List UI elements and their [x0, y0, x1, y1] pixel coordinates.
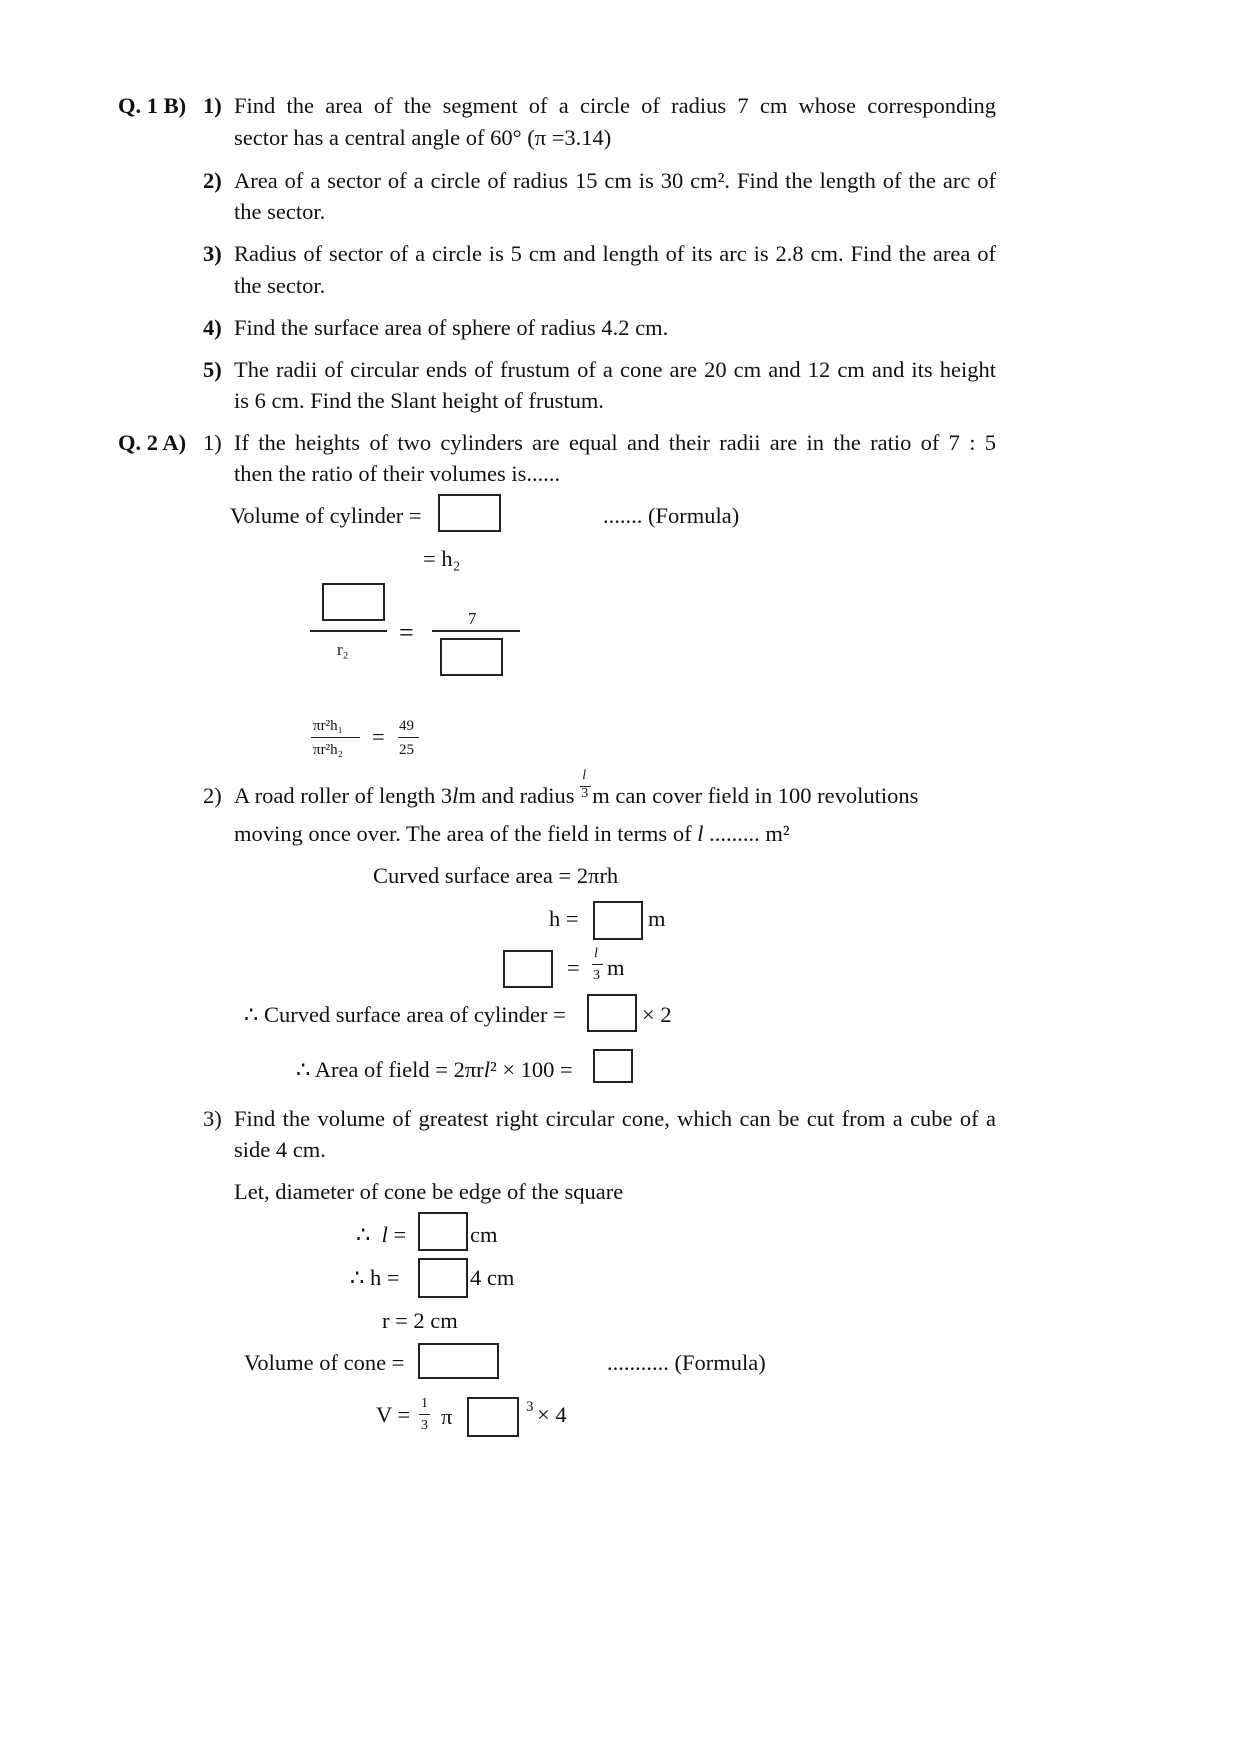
cone-volume-label: Volume of cone = [244, 1350, 405, 1375]
q1b-item1-text-line2: sector has a central angle of 60° (π =3.14) [234, 125, 612, 150]
q2a-p2-text-line2: moving once over. The area of the field in terms of l ......... m² [234, 821, 790, 846]
four-cm: 4 cm [470, 1265, 515, 1290]
csa-cylinder-label: ∴ Curved surface area of cylinder = [244, 1002, 566, 1027]
csa-cylinder-answer-box[interactable] [587, 994, 637, 1032]
fraction-bar [432, 630, 520, 632]
radius-value: r = 2 cm [382, 1308, 458, 1333]
q2a-label: Q. 2 A) [118, 430, 187, 455]
q1b-item3-number: 3) [203, 241, 222, 266]
ratio-value-denominator: 25 [399, 742, 414, 758]
fraction-bar [310, 630, 387, 632]
h-label: h = [549, 906, 579, 931]
q2a-p1-text: If the heights of two cylinders are equal and their radii are in the ratio of 7 : 5 [234, 430, 996, 455]
cylinder-volume-label: Volume of cylinder = [230, 503, 422, 528]
cone-volume-formula-box[interactable] [418, 1343, 499, 1379]
cone-assumption: Let, diameter of cone be edge of the square [234, 1179, 624, 1204]
unit-m: m [648, 906, 666, 931]
fraction-bar [311, 737, 360, 738]
q1b-item1-number: 1) [203, 93, 222, 118]
fraction-bar [592, 964, 603, 965]
q1b-item2-text: Area of a sector of a circle of radius 15 cm is 30 cm². Find the length of the arc of [234, 168, 996, 193]
area-of-field-label: ∴ Area of field = 2πrl² × 100 = [296, 1057, 573, 1082]
fraction-denominator-3: 3 [593, 968, 600, 983]
q2a-p3-text-line2: side 4 cm. [234, 1137, 326, 1162]
unit-cm: cm [470, 1222, 498, 1247]
q1b-item4-text: Find the surface area of sphere of radius 4.2 cm. [234, 315, 669, 340]
radius-fraction: $\frac{l}{3}$ [580, 793, 592, 803]
cone-height-answer-box[interactable] [418, 1258, 468, 1298]
cylinder-volume-answer-box[interactable] [438, 494, 501, 532]
formula-note: ........... (Formula) [607, 1350, 766, 1375]
slant-answer-box[interactable] [418, 1212, 468, 1251]
q1b-item5-number: 5) [203, 357, 222, 382]
q1b-item5-text: The radii of circular ends of frustum of a cone are 20 cm and 12 cm and its height [234, 357, 996, 382]
cube-exponent: 3 [526, 1399, 534, 1415]
times-two: × 2 [642, 1002, 672, 1027]
ratio-value-numerator: 49 [399, 718, 414, 734]
q2a-p1-text-line2: then the ratio of their volumes is...... [234, 461, 561, 486]
volume-ratio-numerator: πr²h₁ [313, 718, 343, 734]
height-equality: = h₂ [423, 546, 461, 571]
fraction-numerator-l: l [594, 946, 598, 961]
radius-ratio-numerator-box[interactable] [322, 583, 385, 621]
ratio-denominator-box[interactable] [440, 638, 503, 676]
height-answer-box[interactable] [593, 901, 643, 940]
equals-sign: = [372, 724, 385, 749]
curved-surface-area-formula: Curved surface area = 2πrh [373, 863, 619, 888]
equals-sign: = [399, 618, 414, 647]
area-of-field-answer-box[interactable] [593, 1049, 633, 1083]
v-label: V = [376, 1402, 411, 1427]
q2a-p2-number: 2) [203, 783, 222, 808]
q2a-p1-number: 1) [203, 430, 222, 455]
cone-radius-answer-box[interactable] [467, 1397, 519, 1437]
q2a-p2-text-part1: A road roller of length 3lm and radius $\frac{l}{3}$ m can cover field in 100 revolutions [234, 768, 919, 808]
q2a-p3-number: 3) [203, 1106, 222, 1131]
q1b-item2-text-line2: the sector. [234, 199, 326, 224]
q2a-p2-text [234, 768, 996, 808]
pi-symbol: π [441, 1404, 453, 1429]
one-third-denominator: 3 [421, 1418, 428, 1433]
fraction-bar [419, 1414, 430, 1415]
volume-ratio-denominator: πr²h₂ [313, 742, 343, 758]
q1b-item2-number: 2) [203, 168, 222, 193]
seven-numerator: 7 [468, 609, 477, 628]
equals-sign: = [567, 955, 580, 980]
q1b-item5-text-line2: is 6 cm. Find the Slant height of frustum. [234, 388, 604, 413]
q1b-item4-number: 4) [203, 315, 222, 340]
times-four: × 4 [537, 1402, 567, 1427]
q1b-label: Q. 1 B) [118, 93, 187, 118]
one-third-numerator: 1 [421, 1396, 428, 1411]
q1b-item3-text-line2: the sector. [234, 273, 326, 298]
unit-m: m [607, 955, 625, 980]
q1b-item3-text: Radius of sector of a circle is 5 cm and length of its arc is 2.8 cm. Find the area of [234, 241, 996, 266]
fraction-bar [398, 737, 419, 738]
height-label: ∴ h = [350, 1265, 400, 1290]
radius-answer-box[interactable] [503, 950, 553, 988]
q1b-item1-text: Find the area of the segment of a circle of radius 7 cm whose corresponding [234, 93, 996, 118]
slant-label: ∴ l = [356, 1222, 407, 1247]
formula-note: ....... (Formula) [603, 503, 740, 528]
q2a-p3-text: Find the volume of greatest right circular cone, which can be cut from a cube of a [234, 1106, 996, 1131]
r2-denominator: r₂ [337, 640, 349, 659]
